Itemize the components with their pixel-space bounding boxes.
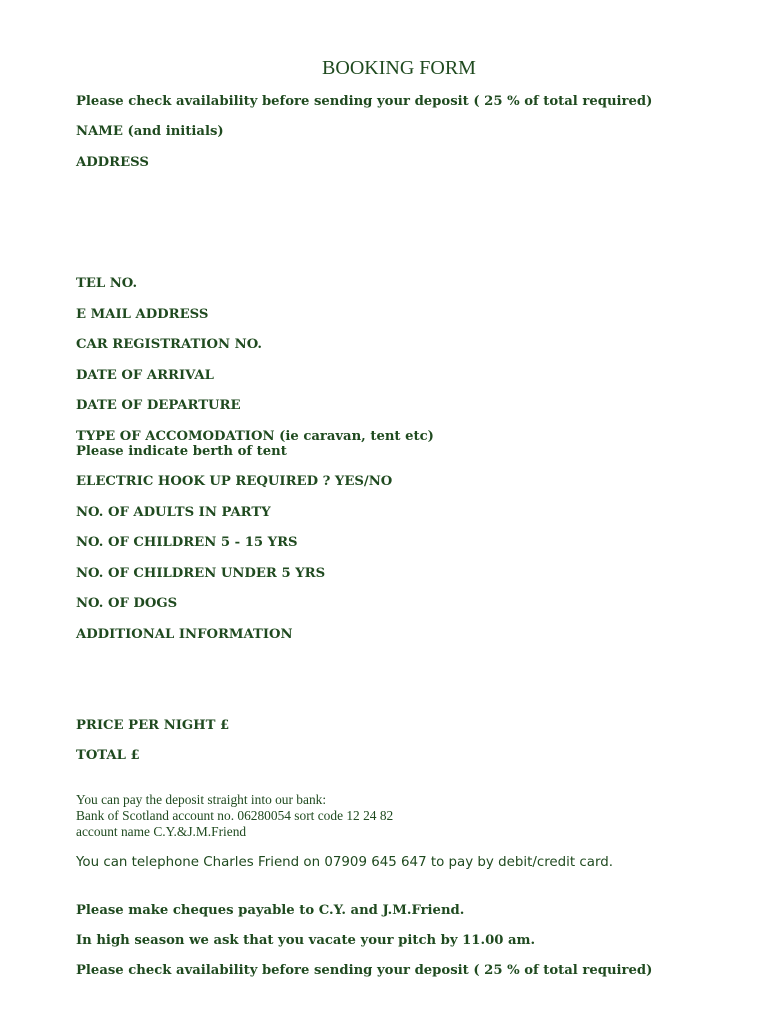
electric-hookup-label: ELECTRIC HOOK UP REQUIRED ? YES/NO [76, 474, 393, 489]
page-title: BOOKING FORM [322, 57, 476, 79]
arrival-date-label: DATE OF ARRIVAL [76, 368, 214, 383]
tent-berth-label: Please indicate berth of tent [76, 444, 287, 459]
bank-info-line-2: Bank of Scotland account no. 06280054 sort code 12 24 82 [76, 808, 394, 823]
address-label: ADDRESS [76, 155, 149, 170]
accommodation-type-label: TYPE OF ACCOMODATION (ie caravan, tent etc) [76, 429, 434, 444]
name-label: NAME (and initials) [76, 124, 224, 139]
children-5-15-label: NO. OF CHILDREN 5 - 15 YRS [76, 535, 298, 550]
car-registration-label: CAR REGISTRATION NO. [76, 337, 263, 352]
deposit-notice-top: Please check availability before sending your deposit ( 25 % of total required) [76, 94, 653, 109]
additional-info-label: ADDITIONAL INFORMATION [76, 627, 293, 642]
vacate-notice: In high season we ask that you vacate your pitch by 11.00 am. [76, 933, 536, 948]
children-under-5-label: NO. OF CHILDREN UNDER 5 YRS [76, 566, 326, 581]
deposit-notice-bottom: Please check availability before sending your deposit ( 25 % of total required) [76, 963, 653, 978]
bank-info-line-3: account name C.Y.&J.M.Friend [76, 824, 247, 839]
dogs-count-label: NO. OF DOGS [76, 596, 178, 611]
departure-date-label: DATE OF DEPARTURE [76, 398, 241, 413]
bank-info-line-1: You can pay the deposit straight into our bank: [76, 792, 327, 807]
tel-label: TEL NO. [76, 276, 138, 291]
cheques-notice: Please make cheques payable to C.Y. and J.M.Friend. [76, 903, 465, 918]
price-per-night-label: PRICE PER NIGHT £ [76, 718, 230, 733]
phone-payment-line: You can telephone Charles Friend on 07909 645 647 to pay by debit/credit card. [76, 855, 613, 870]
adults-count-label: NO. OF ADULTS IN PARTY [76, 505, 271, 520]
email-label: E MAIL ADDRESS [76, 307, 209, 322]
total-label: TOTAL £ [76, 748, 140, 763]
